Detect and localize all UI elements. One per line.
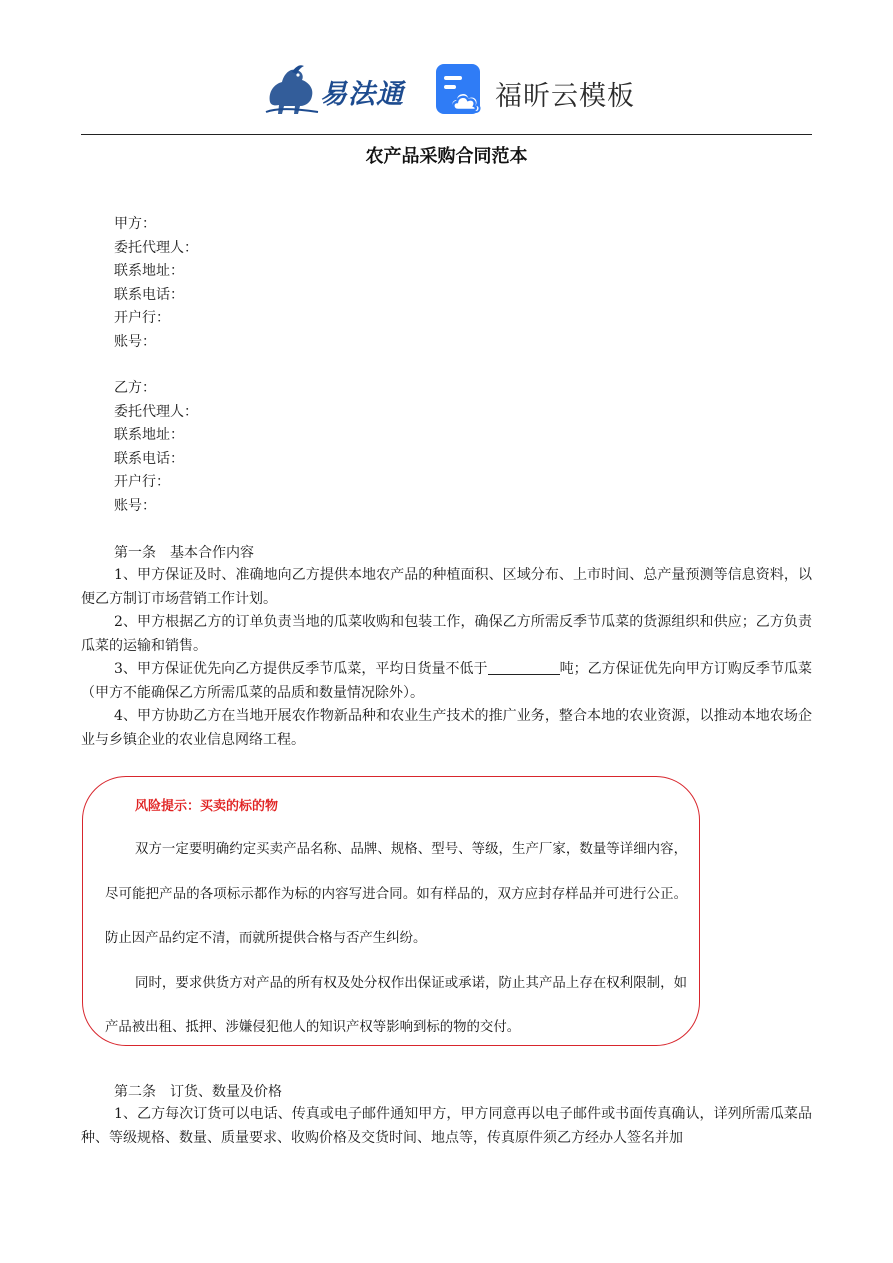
header-divider	[81, 134, 812, 135]
party-b-address-field: 联系地址：	[114, 427, 184, 443]
article-2-body	[81, 1103, 812, 1150]
foxit-brand-text: 福昕云模板	[495, 81, 635, 112]
article-2-clause-1: 1、乙方每次订货可以电话、传真或电子邮件通知甲方，甲方同意再以电子邮件或书面传真确认，详列所需瓜菜品种、等级规格、数量、质量要求、收购价格及交货时间、地点等，传真原件须乙方经办人签名并加	[81, 1106, 812, 1146]
party-a-name-field: 甲方：	[114, 216, 156, 232]
article-1-clause-4: 4、甲方协助乙方在当地开展农作物新品种和农业生产技术的推广业务，整合本地的农业资源，以推动本地农场企业与乡镇企业的农业信息网络工程。	[81, 708, 812, 748]
article-1-clause-2: 2、甲方根据乙方的订单负责当地的瓜菜收购和包装工作，确保乙方所需反季节瓜菜的货源组织和供应；乙方负责瓜菜的运输和销售。	[81, 614, 812, 654]
risk-warning-title: 风险提示：买卖的标的物	[135, 799, 279, 814]
party-b-agent-field: 委托代理人：	[114, 403, 198, 420]
party-b-phone-field: 联系电话：	[114, 450, 184, 467]
daily-volume-blank	[488, 660, 560, 675]
risk-warning-body	[105, 828, 687, 1051]
article-1-clause-1: 1、甲方保证及时、准确地向乙方提供本地农产品的种植面积、区域分布、上市时间、总产量预测等信息资料，以便乙方制订市场营销工作计划。	[81, 567, 812, 607]
horse-emblem-icon	[262, 62, 322, 118]
article-1-body	[81, 564, 812, 752]
party-b-account-field: 账号：	[114, 497, 156, 514]
yifatong-brand-text: 易法通	[320, 79, 404, 110]
risk-warning-box	[82, 776, 700, 1046]
page-header	[0, 58, 893, 124]
cloud-document-icon	[436, 64, 486, 114]
party-a-bank-field: 开户行：	[114, 310, 170, 326]
document-title: 农产品采购合同范本	[365, 146, 528, 167]
yifatong-logo	[262, 62, 412, 118]
party-a-block	[114, 213, 198, 354]
risk-warning-paragraph-2: 同时，要求供货方对产品的所有权及处分权作出保证或承诺，防止其产品上存在权利限制，如产品被出租、抵押、涉嫌侵犯他人的知识产权等影响到标的物的交付。	[105, 975, 687, 1036]
party-a-address-field: 联系地址：	[114, 263, 184, 279]
clause-3-text-start: 3、甲方保证优先向乙方提供反季节瓜菜，平均日货量不低于	[114, 661, 488, 677]
party-a-phone-field: 联系电话：	[114, 286, 184, 303]
party-b-block	[114, 377, 198, 518]
party-a-account-field: 账号：	[114, 333, 156, 350]
clause-3-text-end: 吨；乙方保证优先向甲方订购反季节瓜菜（甲方不能确保乙方所需瓜菜的品质和数量情况除外）。	[81, 661, 812, 701]
party-b-bank-field: 开户行：	[114, 474, 170, 490]
party-a-agent-field: 委托代理人：	[114, 239, 198, 256]
article-1-clause-3	[81, 658, 812, 705]
article-2-heading: 第二条 订货、数量及价格	[114, 1084, 282, 1100]
party-b-name-field: 乙方：	[114, 380, 156, 396]
article-1-heading: 第一条 基本合作内容	[114, 545, 254, 561]
risk-warning-paragraph-1: 双方一定要明确约定买卖产品名称、品牌、规格、型号、等级，生产厂家，数量等详细内容，尽可能把产品的各项标示都作为标的内容写进合同。如有样品的，双方应封存样品并可进行公正。防止因产品约定不清，而就所提供合格与否产生纠纷。	[105, 842, 687, 947]
